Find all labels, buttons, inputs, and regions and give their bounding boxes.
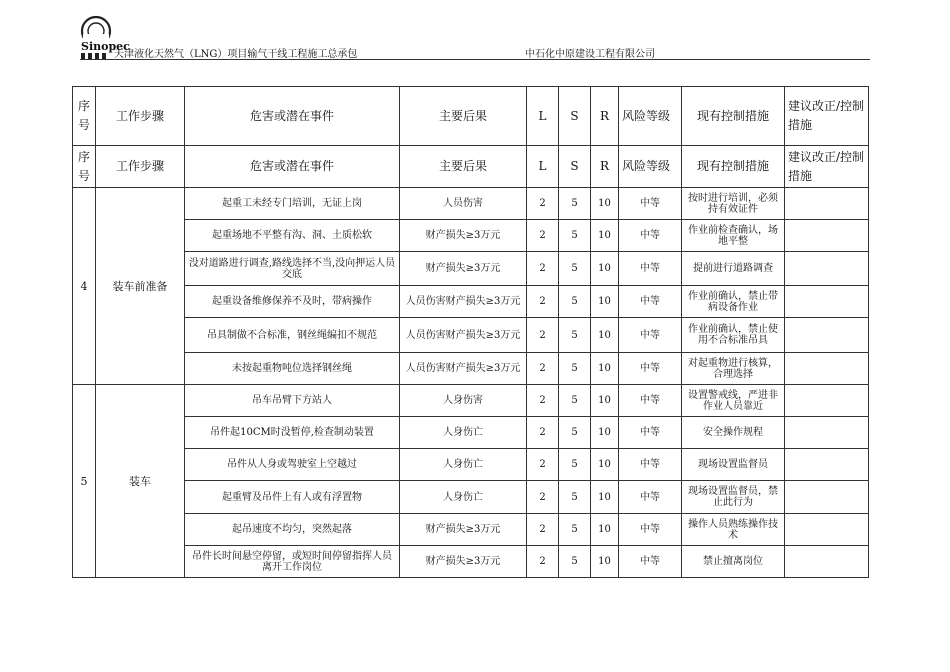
col-header-no: 序号 xyxy=(73,146,96,188)
likelihood-cell: 2 xyxy=(527,449,559,481)
col-header-hazard: 危害或潜在事件 xyxy=(185,87,400,146)
suggestion-cell xyxy=(785,385,869,417)
likelihood-cell: 2 xyxy=(527,318,559,353)
col-header-suggestion: 建议改正/控制措施 xyxy=(785,146,869,188)
likelihood-cell: 2 xyxy=(527,286,559,318)
col-header-r: R xyxy=(591,146,619,188)
consequence-cell: 人员伤害 xyxy=(400,188,527,220)
suggestion-cell xyxy=(785,449,869,481)
header-project-title: 天津液化天然气（LNG）项目输气干线工程施工总承包 xyxy=(114,49,358,60)
col-header-risk-level: 风险等级 xyxy=(619,87,682,146)
consequence-cell: 财产损失≥3万元 xyxy=(400,252,527,286)
likelihood-cell: 2 xyxy=(527,546,559,578)
risk-score-cell: 10 xyxy=(591,449,619,481)
consequence-cell: 财产损失≥3万元 xyxy=(400,546,527,578)
likelihood-cell: 2 xyxy=(527,252,559,286)
suggestion-cell xyxy=(785,252,869,286)
suggestion-cell xyxy=(785,481,869,514)
col-header-s: S xyxy=(559,146,591,188)
likelihood-cell: 2 xyxy=(527,220,559,252)
header-divider xyxy=(80,59,870,60)
risk-level-cell: 中等 xyxy=(619,286,682,318)
risk-level-cell: 中等 xyxy=(619,481,682,514)
consequence-cell: 人身伤亡 xyxy=(400,449,527,481)
col-header-consequence: 主要后果 xyxy=(400,146,527,188)
hazard-cell: 吊件起10CM时没暂停,检查制动装置 xyxy=(185,417,400,449)
risk-score-cell: 10 xyxy=(591,353,619,385)
risk-score-cell: 10 xyxy=(591,514,619,546)
severity-cell: 5 xyxy=(559,481,591,514)
control-measure-cell: 作业前确认，禁止使用不合标准吊具 xyxy=(682,318,785,353)
table-row xyxy=(73,286,869,318)
severity-cell: 5 xyxy=(559,385,591,417)
hazard-cell: 起吊速度不均匀，突然起落 xyxy=(185,514,400,546)
table-row xyxy=(73,318,869,353)
control-measure-cell: 提前进行道路调查 xyxy=(682,252,785,286)
likelihood-cell: 2 xyxy=(527,481,559,514)
severity-cell: 5 xyxy=(559,252,591,286)
consequence-cell: 人员伤害财产损失≥3万元 xyxy=(400,286,527,318)
risk-score-cell: 10 xyxy=(591,546,619,578)
suggestion-cell xyxy=(785,546,869,578)
table-row xyxy=(73,353,869,385)
step-number-cell: 4 xyxy=(73,188,96,385)
hazard-cell: 起重工未经专门培训，无证上岗 xyxy=(185,188,400,220)
severity-cell: 5 xyxy=(559,449,591,481)
risk-level-cell: 中等 xyxy=(619,417,682,449)
control-measure-cell: 现场设置监督员，禁止此行为 xyxy=(682,481,785,514)
work-step-cell: 装车前准备 xyxy=(96,188,185,385)
control-measure-cell: 现场设置监督员 xyxy=(682,449,785,481)
control-measure-cell: 作业前确认，禁止带病设备作业 xyxy=(682,286,785,318)
control-measure-cell: 禁止擅离岗位 xyxy=(682,546,785,578)
suggestion-cell xyxy=(785,286,869,318)
consequence-cell: 人身伤亡 xyxy=(400,417,527,449)
likelihood-cell: 2 xyxy=(527,353,559,385)
consequence-cell: 人员伤害财产损失≥3万元 xyxy=(400,353,527,385)
risk-score-cell: 10 xyxy=(591,318,619,353)
control-measure-cell: 安全操作规程 xyxy=(682,417,785,449)
risk-score-cell: 10 xyxy=(591,286,619,318)
table-row xyxy=(73,481,869,514)
likelihood-cell: 2 xyxy=(527,417,559,449)
control-measure-cell: 设置警戒线，严进非作业人员靠近 xyxy=(682,385,785,417)
suggestion-cell xyxy=(785,353,869,385)
risk-level-cell: 中等 xyxy=(619,188,682,220)
severity-cell: 5 xyxy=(559,286,591,318)
page-header xyxy=(80,12,870,60)
hazard-cell: 没对道路进行调查,路线选择不当,没向押运人员交底 xyxy=(185,252,400,286)
severity-cell: 5 xyxy=(559,514,591,546)
work-step-cell: 装车 xyxy=(96,385,185,578)
col-header-suggestion: 建议改正/控制措施 xyxy=(785,87,869,146)
col-header-l: L xyxy=(527,87,559,146)
control-measure-cell: 按时进行培训，必须持有效证件 xyxy=(682,188,785,220)
hazard-cell: 吊件长时间悬空停留，或短时间停留指挥人员离开工作岗位 xyxy=(185,546,400,578)
table-header-row-repeat xyxy=(73,146,869,188)
risk-assessment-table xyxy=(72,86,869,578)
likelihood-cell: 2 xyxy=(527,385,559,417)
col-header-control: 现有控制措施 xyxy=(682,146,785,188)
suggestion-cell xyxy=(785,318,869,353)
risk-level-cell: 中等 xyxy=(619,385,682,417)
consequence-cell: 财产损失≥3万元 xyxy=(400,514,527,546)
col-header-r: R xyxy=(591,87,619,146)
consequence-cell: 人员伤害财产损失≥3万元 xyxy=(400,318,527,353)
table-row xyxy=(73,252,869,286)
table-row xyxy=(73,417,869,449)
hazard-cell: 起重设备维修保养不及时，带病操作 xyxy=(185,286,400,318)
table-row xyxy=(73,220,869,252)
suggestion-cell xyxy=(785,514,869,546)
table-row xyxy=(73,514,869,546)
table-row xyxy=(73,188,869,220)
risk-level-cell: 中等 xyxy=(619,449,682,481)
risk-score-cell: 10 xyxy=(591,188,619,220)
risk-score-cell: 10 xyxy=(591,220,619,252)
risk-level-cell: 中等 xyxy=(619,318,682,353)
likelihood-cell: 2 xyxy=(527,514,559,546)
consequence-cell: 财产损失≥3万元 xyxy=(400,220,527,252)
table-row xyxy=(73,449,869,481)
hazard-cell: 吊件从人身或驾驶室上空越过 xyxy=(185,449,400,481)
col-header-control: 现有控制措施 xyxy=(682,87,785,146)
severity-cell: 5 xyxy=(559,353,591,385)
risk-score-cell: 10 xyxy=(591,385,619,417)
control-measure-cell: 操作人员熟练操作技术 xyxy=(682,514,785,546)
severity-cell: 5 xyxy=(559,318,591,353)
col-header-no: 序号 xyxy=(73,87,96,146)
hazard-cell: 吊车吊臂下方站人 xyxy=(185,385,400,417)
header-company-name: 中石化中原建设工程有限公司 xyxy=(525,49,655,60)
risk-level-cell: 中等 xyxy=(619,353,682,385)
control-measure-cell: 作业前检查确认，场地平整 xyxy=(682,220,785,252)
col-header-risk-level: 风险等级 xyxy=(619,146,682,188)
consequence-cell: 人身伤害 xyxy=(400,385,527,417)
hazard-cell: 吊具制做不合标准，钢丝绳编扣不规范 xyxy=(185,318,400,353)
hazard-cell: 起重场地不平整有沟、洞、土质松软 xyxy=(185,220,400,252)
risk-level-cell: 中等 xyxy=(619,252,682,286)
suggestion-cell xyxy=(785,220,869,252)
table-row xyxy=(73,546,869,578)
suggestion-cell xyxy=(785,188,869,220)
likelihood-cell: 2 xyxy=(527,188,559,220)
risk-level-cell: 中等 xyxy=(619,514,682,546)
risk-score-cell: 10 xyxy=(591,481,619,514)
severity-cell: 5 xyxy=(559,220,591,252)
severity-cell: 5 xyxy=(559,546,591,578)
col-header-step: 工作步骤 xyxy=(96,146,185,188)
step-number-cell: 5 xyxy=(73,385,96,578)
risk-level-cell: 中等 xyxy=(619,546,682,578)
consequence-cell: 人身伤亡 xyxy=(400,481,527,514)
col-header-l: L xyxy=(527,146,559,188)
control-measure-cell: 对起重物进行核算，合理选择 xyxy=(682,353,785,385)
hazard-cell: 未按起重物吨位选择钢丝绳 xyxy=(185,353,400,385)
col-header-consequence: 主要后果 xyxy=(400,87,527,146)
severity-cell: 5 xyxy=(559,417,591,449)
risk-level-cell: 中等 xyxy=(619,220,682,252)
col-header-s: S xyxy=(559,87,591,146)
col-header-hazard: 危害或潜在事件 xyxy=(185,146,400,188)
suggestion-cell xyxy=(785,417,869,449)
table-header-row xyxy=(73,87,869,146)
risk-score-cell: 10 xyxy=(591,417,619,449)
hazard-cell: 起重臂及吊件上有人或有浮置物 xyxy=(185,481,400,514)
svg-text:Sinopec: Sinopec xyxy=(81,40,130,53)
table-row xyxy=(73,385,869,417)
col-header-step: 工作步骤 xyxy=(96,87,185,146)
severity-cell: 5 xyxy=(559,188,591,220)
risk-score-cell: 10 xyxy=(591,252,619,286)
